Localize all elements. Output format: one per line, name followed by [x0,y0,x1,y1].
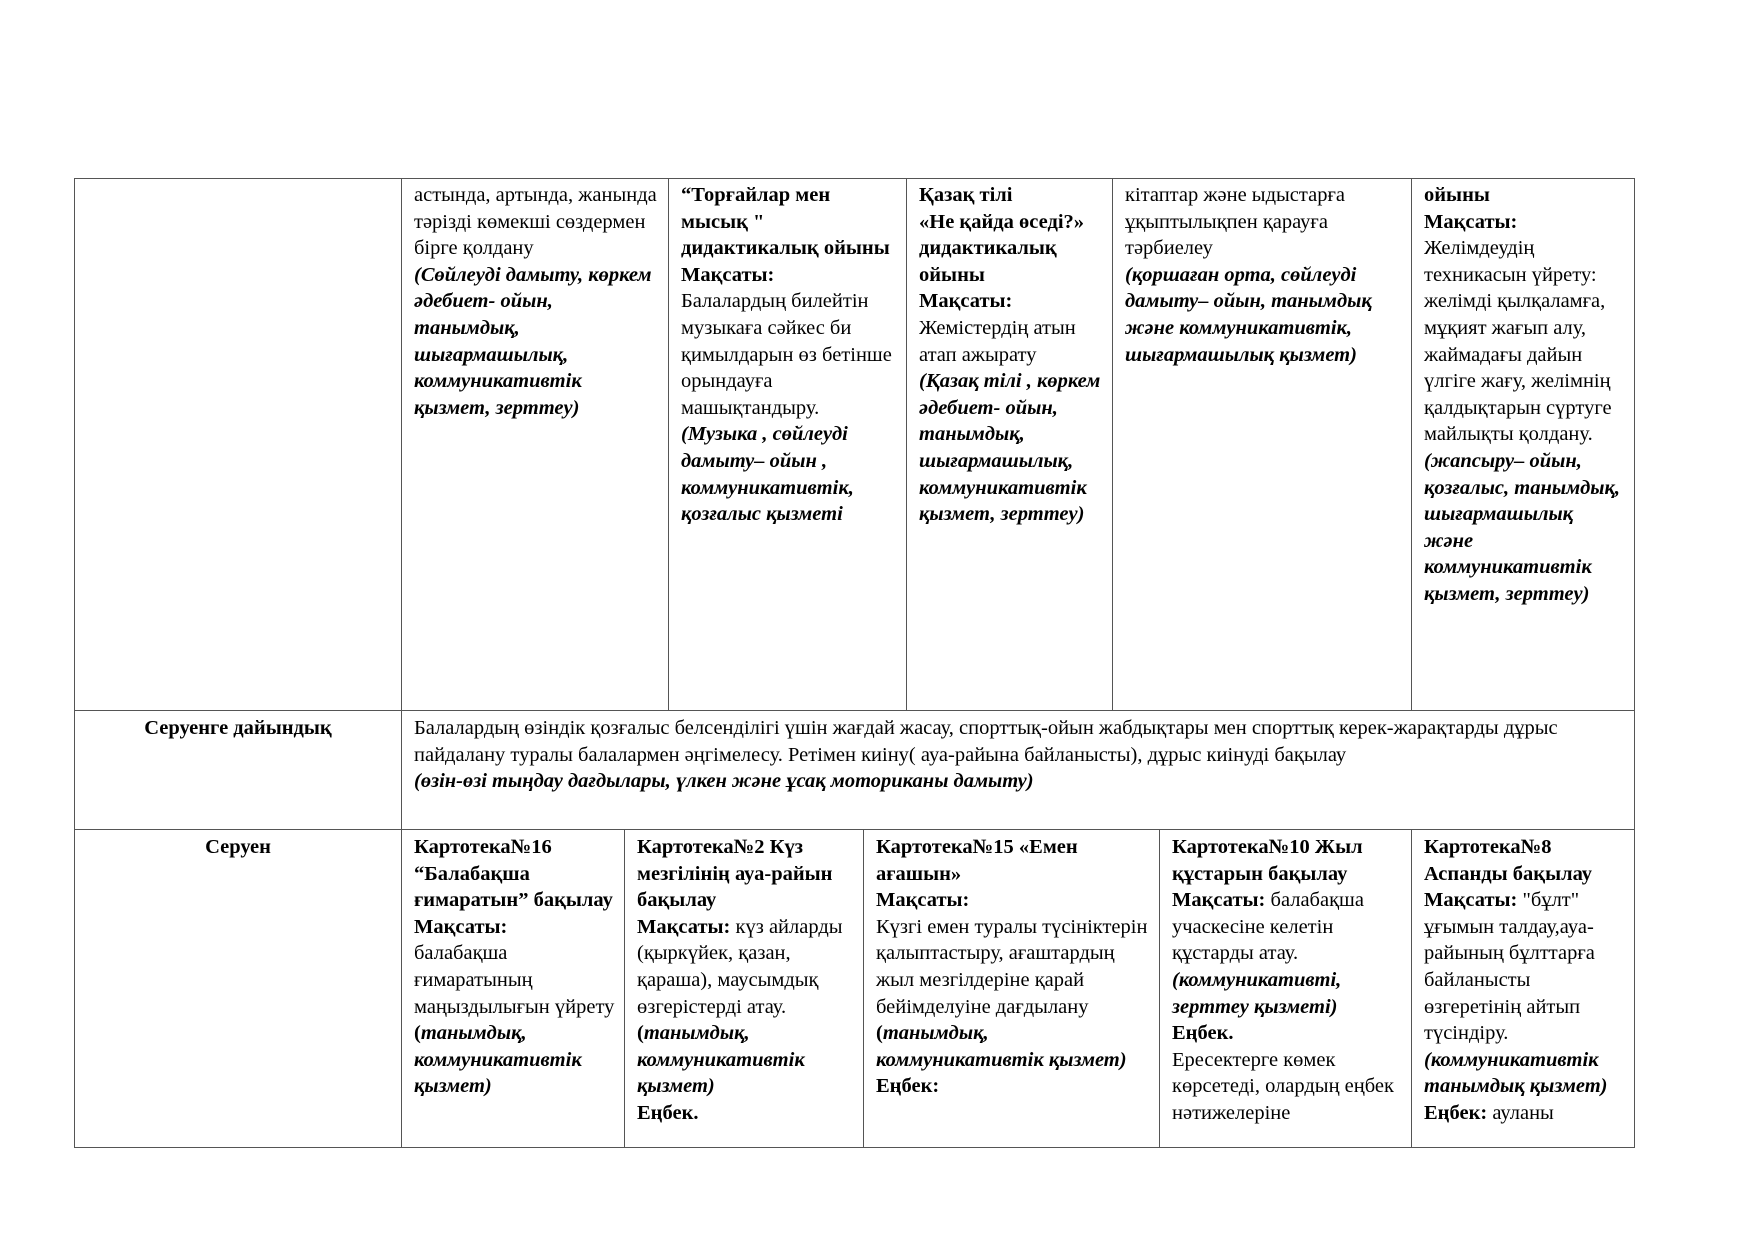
row1-col3-goal-text: Жемістердің атын атап ажырату [919,316,1076,366]
row3-col1-goal-label: Мақсаты: [414,915,508,938]
row1-col2-title: “Торғайлар мен мысық " дидактикалық ойыны [681,184,890,260]
row3-col2-goal-line [637,914,857,1020]
row3-col5-cell [1412,830,1634,1147]
row3-col5-goal-label: Мақсаты: [1424,889,1518,912]
row2-label [75,711,401,829]
row3-col3-cell [864,830,1159,1147]
row3-col3-work-label: Еңбек: [876,1075,940,1098]
row1-col3-goal-label: Мақсаты: [919,290,1013,313]
row3-col2-note-open: ( [637,1022,644,1045]
row3-col4-note: (коммуникативті, зерттеу қызметі) [1172,968,1342,1018]
row3-col1-note-line [414,1020,618,1100]
row3-col3-title: Картотека№15 «Емен ағашын» [876,836,1078,885]
row3-col3-note-line [876,1020,1153,1073]
row3-col4-goal-line [1172,887,1405,967]
row3-col3-note-open: ( [876,1022,883,1045]
row1-col3-title: «Не қайда өседі?» дидактикалық ойыны [919,210,1085,286]
row3-col2-goal-label: Мақсаты: [637,915,731,938]
row3-col1-note-open: ( [414,1022,421,1045]
row1-col5-goal-text: Желімдеудің техникасын үйрету: желімді қылқаламға, мұқият жағып алу, жаймадағы дайын үлгіге жағу, желімнің қалдықтарын сүртуге майлықты қолдану. [1424,237,1612,446]
row3-col5-goal-text: "бұлт" ұғымын талдау,ауа-райының бұлттарға байланысты өзгеретінің айтып түсіндіру. [1424,889,1595,1045]
row3-col2-note: танымдық, коммуникативтік қызмет) [637,1022,805,1098]
table-border-right [1634,178,1635,1148]
row3-col4-cell [1160,830,1411,1147]
row3-col1-goal-text: балабақша ғимаратының маңыздылығын үйрету [414,942,615,1018]
row3-label [75,830,401,1147]
row3-col5-note: (коммуникативтік танымдық қызмет) [1424,1048,1608,1098]
row1-col2-goal-label: Мақсаты: [681,263,775,286]
row3-col4-work-label: Еңбек. [1172,1022,1234,1045]
row1-col1-cell [402,178,668,710]
row3-col5-title: Картотека№8 Аспанды бақылау [1424,836,1593,885]
row3-col5-work-text: ауланы [1487,1101,1554,1124]
row2-label-text: Серуенге дайындық [144,717,332,739]
row1-col2-cell [669,178,906,710]
row3-col2-goal-text: күз айларды (қыркүйек, қазан, қараша), маусымдық өзгерістерді атау. [637,915,843,1018]
row3-col5-work-label: Еңбек: [1424,1101,1488,1124]
row1-col5-cell [1412,178,1634,710]
row1-col3-subject: Қазақ тілі [919,184,1013,206]
row3-col1-note: танымдық, коммуникативтік қызмет) [414,1022,582,1098]
row1-col5-goal-label: Мақсаты: [1424,210,1518,233]
row3-col4-goal-label: Мақсаты: [1172,889,1266,912]
row3-col2-note-line [637,1020,857,1100]
row2-note: (өзін-өзі тыңдау дағдылары, үлкен және ұсақ моториканы дамыту) [414,770,1034,793]
row1-col3-cell [907,178,1112,710]
row2-text: Балалардың өзіндік қозғалыс белсенділігі үшін жағдай жасау, спорттық-ойын жабдықтары мен спорттық керек-жарақтарды дұрыс пайдалану туралы балалармен әңгімелесу. Ретімен киіну( ауа-райына байланысты), дұрыс киінуді бақылау [414,717,1558,766]
row1-col3-note: (Қазақ тілі , көркем әдебиет- ойын, танымдық, шығармашылық, коммуникативтік қызмет, зерттеу) [919,370,1101,526]
row2-content-cell [402,711,1634,829]
row3-col2-cell [625,830,863,1147]
row3-col5-goal-line [1424,887,1628,1047]
row3-col4-work-text: Ересектерге көмек көрсетеді, олардың еңбек нәтижелеріне [1172,1048,1394,1124]
row1-col5-note: (жапсыру– ойын, қозғалыс, танымдық, шығармашылық және коммуникативтік қызмет, зерттеу) [1424,449,1621,605]
row3-col3-goal-label: Мақсаты: [876,889,970,912]
plan-table [74,178,1635,1148]
row3-col2-title: Картотека№2 Күз мезгілінің ауа-райын бақылау [637,836,833,912]
row3-col3-note: танымдық, коммуникативтік қызмет) [876,1022,1127,1071]
row3-col5-work-line [1424,1100,1628,1127]
row3-col1-cell [402,830,624,1147]
row1-col1-text: астында, артында, жанында тәрізді көмекші сөздермен бірге қолдану [414,184,657,260]
row1-col5-title: ойыны [1424,184,1490,206]
row1-col2-note: (Музыка , сөйлеуді дамыту– ойын , коммуникативтік, қозғалыс қызметі [681,423,854,526]
row1-col4-note: (қоршаған орта, сөйлеуді дамыту– ойын, танымдық және коммуникативтік, шығармашылық қызмет) [1125,263,1372,366]
row3-col4-title: Картотека№10 Жыл құстарын бақылау [1172,836,1363,885]
row3-col3-goal-text: Күзгі емен туралы түсініктерін қалыптастыру, ағаштардың жыл мезгілдеріне қарай бейімделуіне дағдылану [876,915,1148,1018]
row3-label-text: Серуен [205,836,271,858]
row3-col4-goal-text: балабақша учаскесіне келетін құстарды атау. [1172,889,1364,965]
row1-col2-goal-text: Балалардың билейтін музыкаға сәйкес би қимылдарын өз бетінше орындауға машықтандыру. [681,290,892,419]
row3-col2-work-label: Еңбек. [637,1101,699,1124]
row1-col1-note: (Сөйлеуді дамыту, көркем әдебиет- ойын, танымдық, шығармашылық, коммуникативтік қызмет, зерттеу) [414,263,652,419]
table-border-bottom [74,1147,1635,1148]
row1-col4-cell [1113,178,1411,710]
row1-col4-text: кітаптар және ыдыстарға ұқыптылықпен қарауға тәрбиелеу [1125,184,1345,260]
row3-col1-title: Картотека№16 “Балабақша ғимаратын” бақылау [414,836,613,912]
